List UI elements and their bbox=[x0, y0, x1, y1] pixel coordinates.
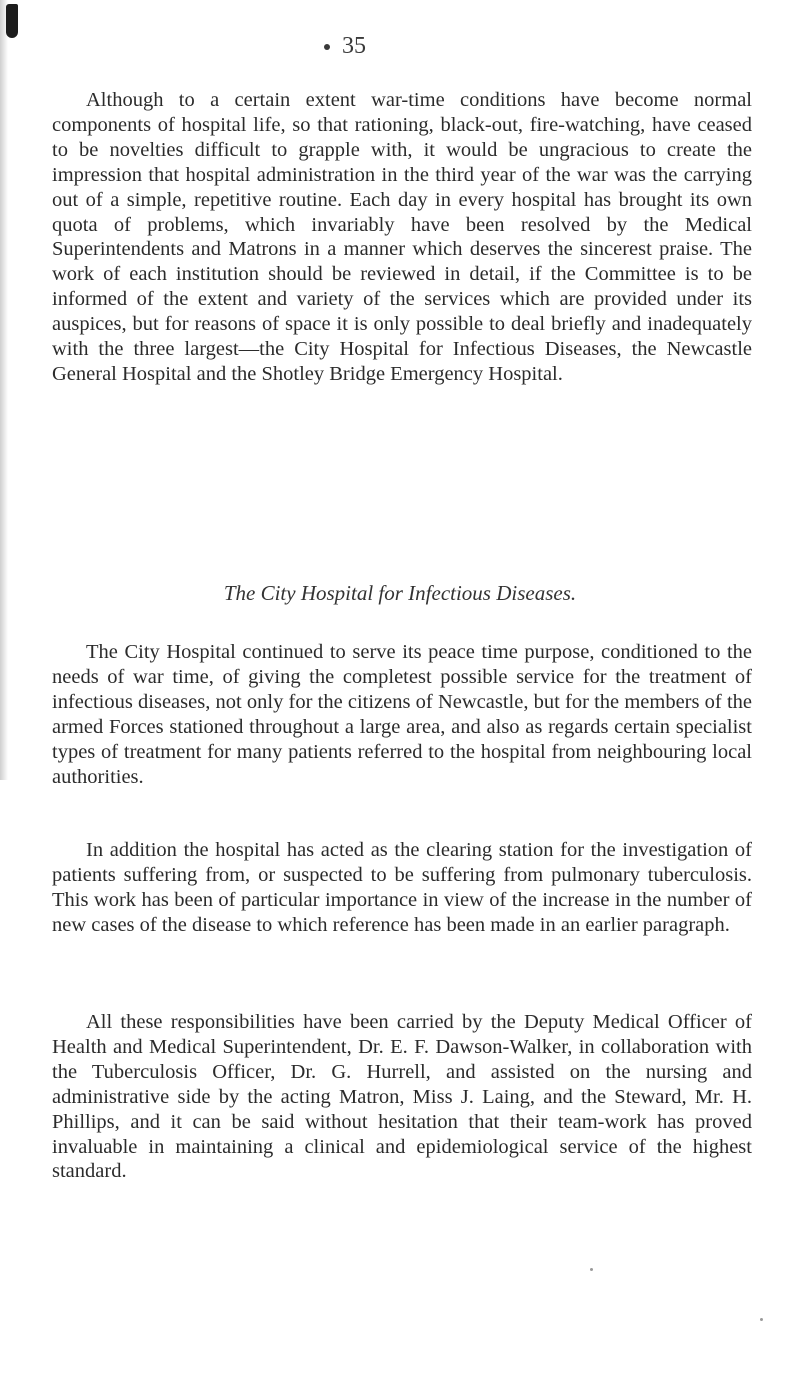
paragraph-intro: Although to a certain extent war-time conditions have become normal components of hospital life, so that rationing, black-out, fire-watching, have ceased to be novelties difficult to grapple with, it would be ungracious to create the impression that hospital administration in the third year of the war was the carrying out of a simple, repetitive routine. Each day in every hospital has brought its own quota of problems, which invariably have been resolved by the Medical Superintendents and Matrons in a manner which deserves the sincerest praise. The work of each institution should be reviewed in detail, if the Committee is to be informed of the extent and variety of the services which are provided under its auspices, but for reasons of space it is only possible to deal briefly and inadequately with the three largest—the City Hospital for Infectious Diseases, the Newcastle General Hospital and the Shotley Bridge Emergency Hospital. bbox=[52, 89, 752, 385]
page-edge-shadow bbox=[0, 0, 8, 780]
paper-speck bbox=[760, 1318, 763, 1321]
paper-speck bbox=[590, 1268, 593, 1271]
paragraph-city-hospital: The City Hospital continued to serve its peace time purpose, conditioned to the needs of war time, of giving the completest possible service for the treatment of infectious diseases, not only for the citizens of Newcastle, but for the members of the armed Forces stationed throughout a large area, and also as regards certain specialist types of treatment for many patients referred to the hospital from neighbouring local authorities. bbox=[52, 641, 752, 788]
section-heading: The City Hospital for Infectious Diseases. bbox=[223, 581, 577, 605]
ink-dot bbox=[324, 44, 330, 50]
paragraph-clearing-station: In addition the hospital has acted as the clearing station for the investigation of patients suffering from, or suspected to be suffering from pulmonary tuberculosis. This work has been of particular importance in view of the increase in the number of new cases of the disease to which reference has been made in an earlier paragraph. bbox=[52, 839, 752, 936]
paragraph-responsibilities: All these responsibilities have been carried by the Deputy Medical Officer of Health and Medical Superintendent, Dr. E. F. Dawson-Walker, in collaboration with the Tuberculosis Officer, Dr. G. Hurrell, and assisted on the nursing and administrative side by the acting Matron, Miss J. Laing, and the Steward, Mr. H. Phillips, and it can be said without hesitation that their team-work has proved invaluable in maintaining a clinical and epidemiological service of the highest standard. bbox=[52, 1011, 752, 1183]
binding-mark bbox=[6, 4, 18, 38]
page-number: 35 bbox=[342, 33, 366, 59]
